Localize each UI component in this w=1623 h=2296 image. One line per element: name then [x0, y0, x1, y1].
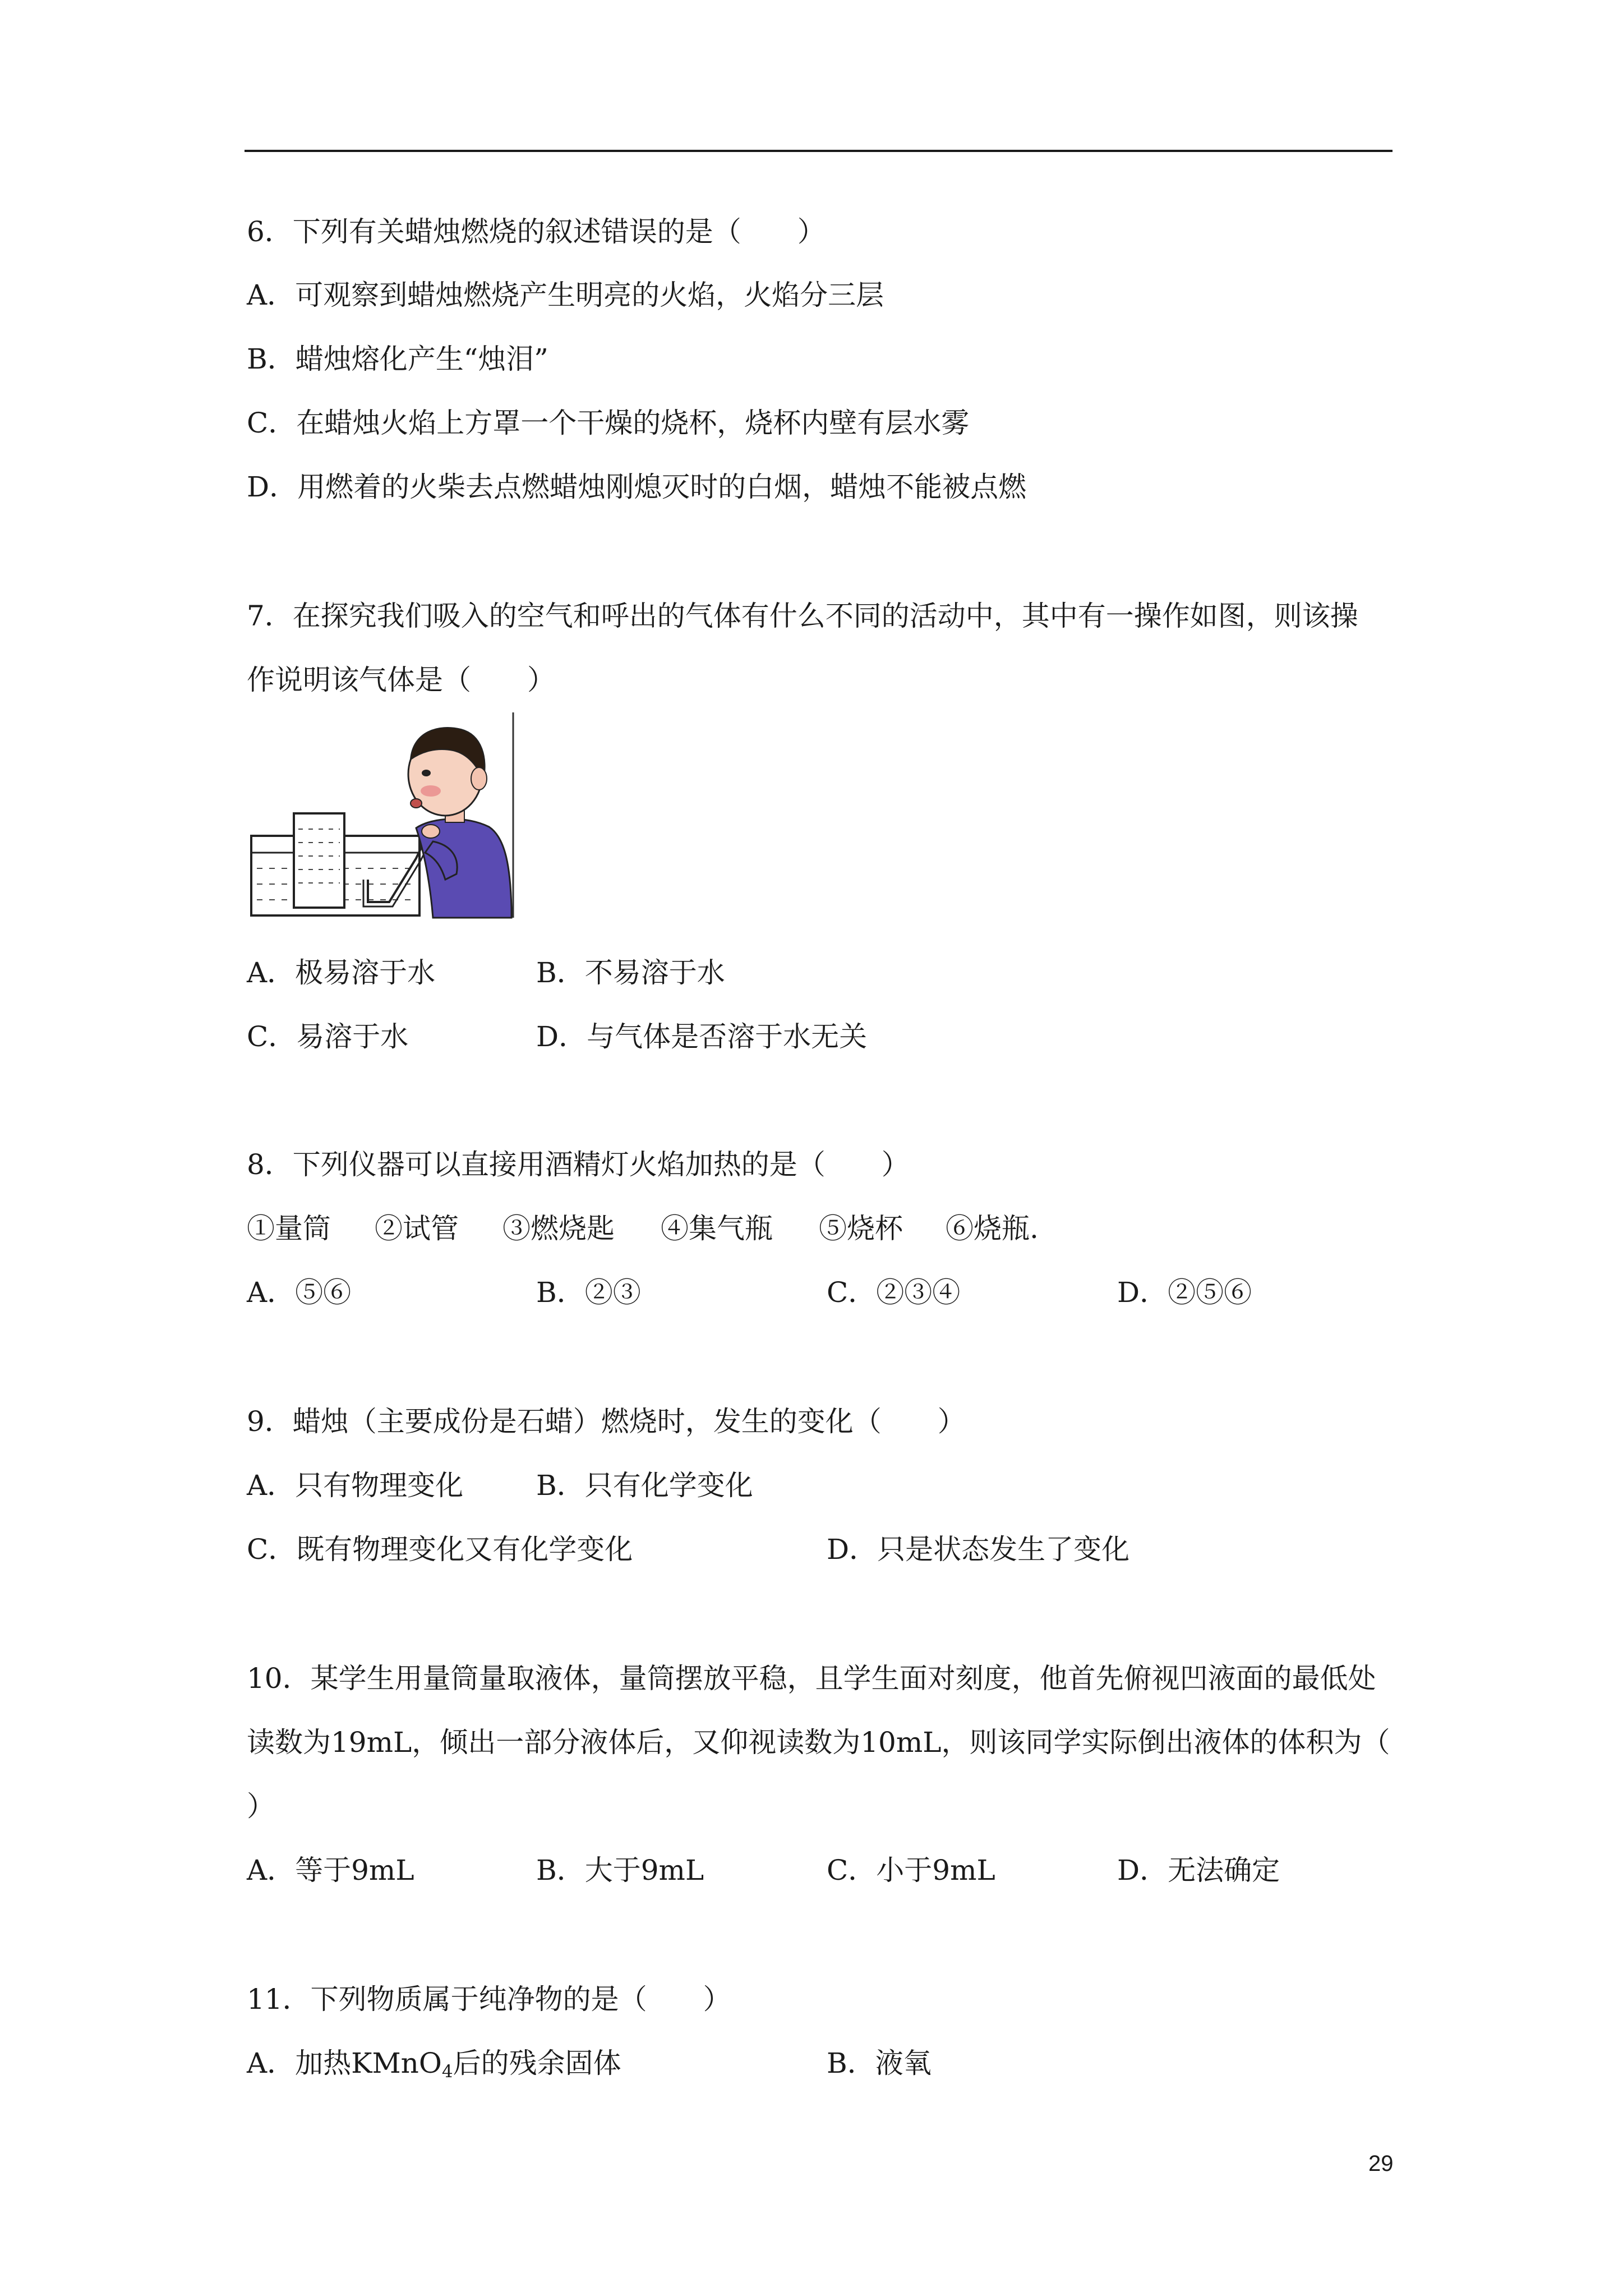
q7-stem-line1: 7．在探究我们吸入的空气和呼出的气体有什么不同的活动中，其中有一操作如图，则该操 [247, 600, 1358, 632]
q8-option-a: A．⑤⑥ [247, 1276, 352, 1309]
q10-stem-line2: 读数为19mL，倾出一部分液体后，又仰视读数为10mL，则该同学实际倒出液体的体积为（ [247, 1726, 1390, 1759]
q6-option-a: A．可观察到蜡烛燃烧产生明亮的火焰，火焰分三层 [247, 279, 884, 311]
gas-collection-figure [248, 711, 517, 920]
q9-stem: 9．蜡烛（主要成份是石蜡）燃烧时，发生的变化（ ） [247, 1405, 966, 1438]
q8-item-2: ②试管 [375, 1212, 459, 1245]
q10-option-a: A．等于9mL [247, 1854, 414, 1887]
q11-option-b: B．液氧 [827, 2047, 932, 2079]
q9-option-d: D．只是状态发生了变化 [827, 1533, 1130, 1566]
q8-option-b: B．②③ [536, 1276, 641, 1309]
q10-stem-line1: 10．某学生用量筒量取液体，量筒摆放平稳，且学生面对刻度，他首先俯视凹液面的最低处 [247, 1662, 1376, 1695]
q11-option-a-suffix: 后的残余固体 [453, 2047, 621, 2079]
q7-option-c: C．易溶于水 [247, 1020, 409, 1053]
q10-option-d: D．无法确定 [1117, 1854, 1280, 1887]
q10-option-c: C．小于9mL [827, 1854, 995, 1887]
q10-stem-line3: ） [247, 1790, 275, 1823]
q9-option-b: B．只有化学变化 [536, 1469, 753, 1502]
q8-item-3: ③燃烧匙 [502, 1212, 615, 1245]
q8-item-1: ①量筒 [247, 1212, 331, 1245]
q8-option-d: D．②⑤⑥ [1117, 1276, 1252, 1309]
q8-item-6: ⑥烧瓶. [946, 1212, 1039, 1245]
q6-option-c: C．在蜡烛火焰上方罩一个干燥的烧杯，烧杯内壁有层水雾 [247, 407, 970, 439]
header-rule [245, 150, 1393, 152]
q11-stem: 11．下列物质属于纯净物的是（ ） [247, 1983, 731, 2016]
q8-option-c: C．②③④ [827, 1276, 961, 1309]
q7-option-b: B．不易溶于水 [536, 956, 725, 989]
q9-option-a: A．只有物理变化 [247, 1469, 464, 1502]
q6-option-d: D．用燃着的火柴去点燃蜡烛刚熄灭时的白烟，蜡烛不能被点燃 [247, 471, 1027, 503]
page-number: 29 [1368, 2151, 1394, 2176]
q6-option-b: B．蜡烛熔化产生“烛泪” [247, 343, 548, 375]
q8-stem: 8．下列仪器可以直接用酒精灯火焰加热的是（ ） [247, 1148, 910, 1181]
q6-stem: 6．下列有关蜡烛燃烧的叙述错误的是（ ） [247, 215, 826, 248]
q11-option-a-subscript: 4 [441, 2061, 453, 2082]
q8-item-5: ⑤烧杯 [819, 1212, 903, 1245]
q7-option-a: A．极易溶于水 [247, 956, 436, 989]
q7-option-d: D．与气体是否溶于水无关 [536, 1020, 868, 1053]
q9-option-c: C．既有物理变化又有化学变化 [247, 1533, 633, 1566]
q11-option-a [247, 2046, 621, 2088]
q8-item-4: ④集气瓶 [661, 1212, 773, 1245]
q7-stem-line2: 作说明该气体是（ ） [247, 664, 555, 696]
q10-option-b: B．大于9mL [536, 1854, 704, 1887]
q11-option-a-prefix: A．加热KMnO [247, 2047, 442, 2079]
